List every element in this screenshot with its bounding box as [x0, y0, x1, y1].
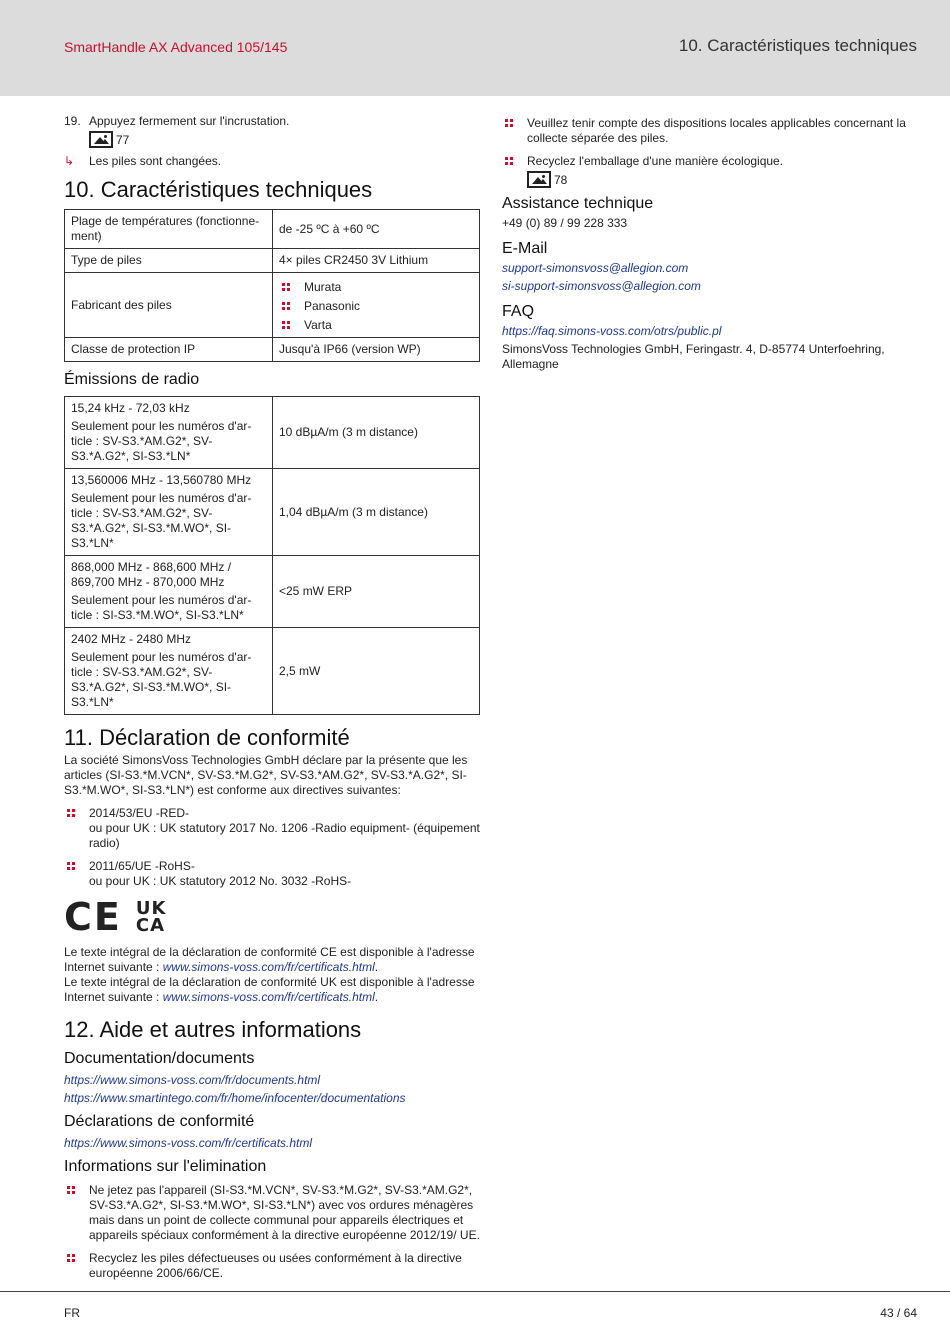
list-item: Panasonic [279, 299, 473, 314]
article-note: Seulement pour les numéros d'ar-ticle : SV-S3.*AM.G2*, SV-S3.*A.G2*, SI-S3.*LN* [71, 419, 252, 463]
table-row [65, 338, 480, 362]
section-12-heading: 12. Aide et autres informations [64, 1017, 362, 1042]
si-support-email-link[interactable]: si-support-simonsvoss@allegion.com [502, 279, 701, 293]
declarations-heading: Déclarations de conformité [64, 1113, 255, 1130]
step-number: 19. [64, 114, 81, 128]
documents-link[interactable]: https://www.simons-voss.com/fr/documents.html [64, 1073, 321, 1087]
section-11-heading: 11. Déclaration de conformité [64, 725, 350, 750]
uk-declaration-text: Le texte intégral de la déclaration de conformité UK est disponible à l'adresse Internet suivante : www.simons-voss.com/fr/certificats.html. [64, 975, 475, 1004]
radio-heading: Émissions de radio [64, 371, 200, 388]
ce-certificates-link[interactable]: www.simons-voss.com/fr/certificats.html [162, 960, 375, 974]
list-item: 2011/65/UE -RoHS- ou pour UK : UK statutory 2012 No. 3032 -RoHS- [64, 859, 480, 889]
emission-value: 10 dBµA/m (3 m distance) [273, 397, 480, 469]
emission-value: 1,04 dBµA/m (3 m distance) [273, 469, 480, 556]
spec-value [273, 273, 480, 338]
list-item: 2014/53/EU -RED- ou pour UK : UK statutory 2017 No. 1206 -Radio equipment- (équipement radio) [64, 806, 480, 851]
certificates-link[interactable]: https://www.simons-voss.com/fr/certificats.html [64, 1136, 313, 1150]
documentation-heading: Documentation/documents [64, 1050, 255, 1067]
bullet-icon [279, 318, 304, 333]
support-email-link[interactable]: support-simonsvoss@allegion.com [502, 261, 689, 275]
right-column [502, 114, 918, 376]
step-text: Appuyez fermement sur l'incrustation. [89, 114, 290, 128]
bullet-icon [64, 1251, 89, 1281]
frequency: 13,560006 MHz - 13,560780 MHz [71, 473, 252, 487]
list-item: Murata [279, 280, 473, 295]
faq-heading: FAQ [502, 303, 535, 320]
table-row [65, 556, 480, 628]
page-header [0, 0, 950, 96]
bullet-icon [502, 154, 527, 169]
emission-value: 2,5 mW [273, 628, 480, 715]
ce-declaration-text: Le texte intégral de la déclaration de conformité CE est disponible à l'adresse Internet suivante : www.simons-voss.com/fr/certificats.html. [64, 945, 475, 974]
frequency: 2402 MHz - 2480 MHz [71, 632, 192, 646]
image-icon [527, 171, 551, 188]
bullet-icon [64, 1183, 89, 1243]
section-title: 10. Caractéristiques techniques [678, 36, 917, 55]
table-row [65, 210, 480, 249]
disposal-heading: Informations sur l'elimination [64, 1158, 267, 1175]
table-row [65, 273, 480, 338]
image-reference [527, 171, 918, 188]
image-icon [89, 131, 113, 148]
smartintego-docs-link[interactable]: https://www.smartintego.com/fr/home/infocenter/documentations [64, 1091, 406, 1105]
support-phone: +49 (0) 89 / 99 228 333 [502, 216, 628, 230]
step-19 [64, 114, 480, 129]
list-item: Ne jetez pas l'appareil (SI-S3.*M.VCN*, SV-S3.*M.G2*, SV-S3.*AM.G2*, SV-S3.*A.G2*, SI-S3.*M.WO*, SI-S3.*LN*) avec vos ordures ménagères mais dans un point de collecte communal pour appareils électriques et appareils spéciaux conformément à la directive européenne 2012/19/ UE. [64, 1183, 480, 1243]
list-item: Varta [279, 318, 473, 333]
bullet-icon [64, 806, 89, 851]
list-item: Recyclez l'emballage d'une manière écologique. [502, 154, 918, 169]
support-heading: Assistance technique [502, 195, 654, 212]
image-ref-number: 77 [116, 133, 130, 147]
page-number: 43 / 64 [880, 1306, 917, 1320]
spec-label: Plage de températures (fonctionne-ment) [65, 210, 273, 249]
ukca-mark: UK CA [135, 898, 167, 936]
spec-label: Fabricant des piles [65, 273, 273, 338]
email-heading: E-Mail [502, 240, 548, 257]
bullet-icon [279, 280, 304, 295]
left-column [64, 114, 480, 1289]
footer-divider [0, 1291, 950, 1292]
footer-language: FR [64, 1306, 80, 1320]
result-arrow-icon: ↳ [64, 154, 75, 168]
image-reference [89, 131, 480, 148]
list-item: Recyclez les piles défectueuses ou usées conformément à la directive européenne 2006/66/CE. [64, 1251, 480, 1281]
image-ref-number: 78 [554, 173, 568, 187]
table-row [65, 469, 480, 556]
conformity-marks [64, 897, 480, 937]
frequency: 868,000 MHz - 868,600 MHz / 869,700 MHz - 870,000 MHz [71, 560, 232, 589]
bullet-icon [279, 299, 304, 314]
spec-value: 4× piles CR2450 3V Lithium [273, 249, 480, 273]
spec-value: de -25 ºC à +60 ºC [273, 210, 480, 249]
frequency: 15,24 kHz - 72,03 kHz [71, 401, 190, 415]
conformity-intro: La société SimonsVoss Technologies GmbH déclare par la présente que les articles (SI-S3.*M.VCN*, SV-S3.*M.G2*, SV-S3.*AM.G2*, SV-S3.*A.G2*, SI-S3.*M.WO*, SI-S3.*LN*) est conforme aux directives suivantes: [64, 753, 468, 797]
faq-link[interactable]: https://faq.simons-voss.com/otrs/public.pl [502, 324, 722, 338]
article-note: Seulement pour les numéros d'ar-ticle : SV-S3.*AM.G2*, SV-S3.*A.G2*, SI-S3.*M.WO*, SI-S3.*LN* [71, 491, 252, 550]
bullet-icon [502, 116, 527, 146]
table-row [65, 249, 480, 273]
table-row [65, 628, 480, 715]
uk-certificates-link[interactable]: www.simons-voss.com/fr/certificats.html [162, 990, 375, 1004]
spec-label: Classe de protection IP [65, 338, 273, 362]
spec-label: Type de piles [65, 249, 273, 273]
list-item: Veuillez tenir compte des dispositions locales applicables concernant la collecte séparée des piles. [502, 116, 918, 146]
emission-value: <25 mW ERP [273, 556, 480, 628]
specs-table [64, 209, 480, 362]
section-10-heading: 10. Caractéristiques techniques [64, 177, 373, 202]
result-line [64, 154, 480, 169]
product-name: SmartHandle AX Advanced 105/145 [64, 39, 288, 55]
radio-table [64, 396, 480, 715]
bullet-icon [64, 859, 89, 889]
result-text: Les piles sont changées. [89, 154, 222, 168]
spec-value: Jusqu'à IP66 (version WP) [273, 338, 480, 362]
ce-mark: CE [64, 895, 122, 939]
article-note: Seulement pour les numéros d'ar-ticle : SV-S3.*AM.G2*, SV-S3.*A.G2*, SI-S3.*M.WO*, SI-S3.*LN* [71, 650, 252, 709]
article-note: Seulement pour les numéros d'ar-ticle : SI-S3.*M.WO*, SI-S3.*LN* [71, 593, 252, 622]
company-address: SimonsVoss Technologies GmbH, Feringastr. 4, D-85774 Unterfoehring, Allemagne [502, 342, 885, 371]
table-row [65, 397, 480, 469]
